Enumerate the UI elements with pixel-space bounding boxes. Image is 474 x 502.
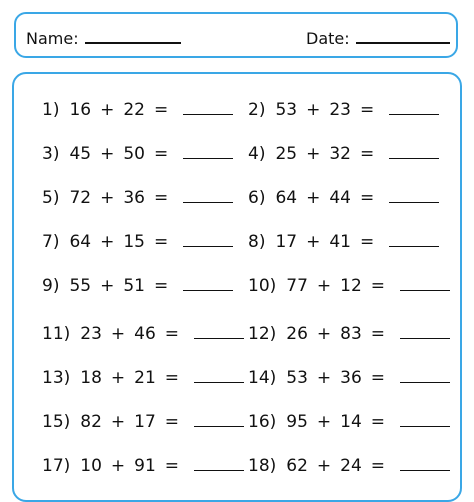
problem-number: 1) [42, 100, 60, 120]
problem-number: 9) [42, 276, 60, 296]
plus-sign: + [100, 276, 115, 296]
answer-blank[interactable] [400, 456, 450, 471]
answer-blank[interactable] [183, 188, 233, 203]
addend-a: 16 [69, 100, 92, 120]
addend-b: 50 [123, 144, 145, 164]
plus-sign: + [100, 144, 115, 164]
problem-item [248, 412, 450, 432]
addend-b: 36 [340, 368, 362, 388]
date-field[interactable] [306, 28, 450, 48]
answer-blank[interactable] [389, 232, 439, 247]
addend-b: 23 [329, 100, 351, 120]
equals-sign: = [153, 188, 169, 208]
plus-sign: + [110, 324, 126, 344]
answer-blank[interactable] [194, 456, 244, 471]
problem-item [248, 188, 439, 208]
answer-blank[interactable] [183, 100, 233, 115]
problem-item [42, 188, 233, 208]
addend-a: 53 [275, 100, 298, 120]
answer-blank[interactable] [389, 100, 439, 115]
addend-b: 36 [123, 188, 145, 208]
answer-blank[interactable] [183, 144, 233, 159]
problem-item [248, 232, 439, 252]
answer-blank[interactable] [389, 188, 439, 203]
problem-number: 14) [248, 368, 277, 388]
equals-sign: = [359, 188, 375, 208]
equals-sign: = [164, 412, 180, 432]
answer-blank[interactable] [400, 368, 450, 383]
date-label: Date: [306, 29, 350, 48]
problem-number: 5) [42, 188, 60, 208]
addend-a: 77 [286, 276, 308, 296]
addend-a: 95 [286, 412, 308, 432]
addend-a: 25 [275, 144, 298, 164]
equals-sign: = [164, 324, 180, 344]
problem-item [248, 100, 439, 120]
addend-a: 23 [80, 324, 102, 344]
problem-number: 15) [42, 412, 71, 432]
problem-item [42, 456, 244, 476]
addend-b: 21 [134, 368, 156, 388]
problem-item [42, 412, 244, 432]
equals-sign: = [359, 100, 375, 120]
addend-b: 17 [134, 412, 156, 432]
addend-b: 32 [329, 144, 351, 164]
addend-b: 22 [123, 100, 145, 120]
date-blank-line[interactable] [356, 28, 450, 44]
problem-item [42, 324, 244, 344]
addend-a: 82 [80, 412, 102, 432]
equals-sign: = [359, 232, 375, 252]
problem-number: 10) [248, 276, 277, 296]
problem-item [248, 324, 450, 344]
addend-b: 14 [340, 412, 362, 432]
addend-a: 26 [286, 324, 308, 344]
addend-b: 51 [123, 276, 145, 296]
plus-sign: + [100, 188, 115, 208]
problem-item [42, 144, 233, 164]
problem-item [42, 100, 233, 120]
addend-b: 46 [134, 324, 156, 344]
equals-sign: = [370, 324, 386, 344]
plus-sign: + [306, 100, 321, 120]
problem-item [248, 276, 450, 296]
equals-sign: = [164, 368, 180, 388]
addend-a: 18 [80, 368, 102, 388]
equals-sign: = [370, 276, 386, 296]
answer-blank[interactable] [183, 232, 233, 247]
problem-number: 6) [248, 188, 266, 208]
addend-a: 64 [69, 232, 92, 252]
answer-blank[interactable] [400, 324, 450, 339]
problem-item [42, 276, 233, 296]
answer-blank[interactable] [400, 276, 450, 291]
equals-sign: = [153, 144, 169, 164]
answer-blank[interactable] [194, 368, 244, 383]
name-label: Name: [26, 29, 79, 48]
equals-sign: = [153, 100, 169, 120]
problem-number: 17) [42, 456, 71, 476]
equals-sign: = [370, 412, 386, 432]
addend-b: 41 [329, 232, 351, 252]
plus-sign: + [306, 232, 321, 252]
addend-a: 53 [286, 368, 308, 388]
equals-sign: = [164, 456, 180, 476]
addend-a: 72 [69, 188, 92, 208]
problem-item [42, 368, 244, 388]
plus-sign: + [110, 368, 126, 388]
addend-b: 15 [123, 232, 145, 252]
addend-a: 64 [275, 188, 298, 208]
plus-sign: + [100, 232, 115, 252]
problem-item [42, 232, 233, 252]
addend-a: 10 [80, 456, 102, 476]
plus-sign: + [110, 412, 126, 432]
problem-number: 12) [248, 324, 277, 344]
plus-sign: + [100, 100, 115, 120]
plus-sign: + [306, 144, 321, 164]
problems-box [12, 72, 462, 502]
plus-sign: + [316, 456, 332, 476]
plus-sign: + [316, 368, 332, 388]
equals-sign: = [370, 368, 386, 388]
problem-number: 3) [42, 144, 60, 164]
answer-blank[interactable] [194, 412, 244, 427]
equals-sign: = [359, 144, 375, 164]
problem-item [248, 368, 450, 388]
header-box [14, 12, 458, 58]
answer-blank[interactable] [183, 276, 233, 291]
addend-a: 17 [275, 232, 298, 252]
addend-b: 91 [134, 456, 156, 476]
equals-sign: = [153, 232, 169, 252]
plus-sign: + [316, 276, 332, 296]
addend-a: 62 [286, 456, 308, 476]
problem-item [248, 456, 450, 476]
problem-number: 7) [42, 232, 60, 252]
answer-blank[interactable] [389, 144, 439, 159]
problem-number: 16) [248, 412, 277, 432]
equals-sign: = [153, 276, 169, 296]
problem-item [248, 144, 439, 164]
problem-number: 4) [248, 144, 266, 164]
answer-blank[interactable] [194, 324, 244, 339]
equals-sign: = [370, 456, 386, 476]
problem-number: 13) [42, 368, 71, 388]
plus-sign: + [316, 412, 332, 432]
addend-a: 55 [69, 276, 92, 296]
name-field[interactable] [26, 28, 181, 48]
problem-number: 2) [248, 100, 266, 120]
addend-b: 44 [329, 188, 351, 208]
problem-number: 8) [248, 232, 266, 252]
plus-sign: + [316, 324, 332, 344]
problem-number: 18) [248, 456, 277, 476]
addend-b: 24 [340, 456, 362, 476]
name-blank-line[interactable] [85, 28, 181, 44]
addend-b: 83 [340, 324, 362, 344]
problem-number: 11) [42, 324, 71, 344]
answer-blank[interactable] [400, 412, 450, 427]
addend-a: 45 [69, 144, 92, 164]
plus-sign: + [306, 188, 321, 208]
addend-b: 12 [340, 276, 362, 296]
plus-sign: + [110, 456, 126, 476]
